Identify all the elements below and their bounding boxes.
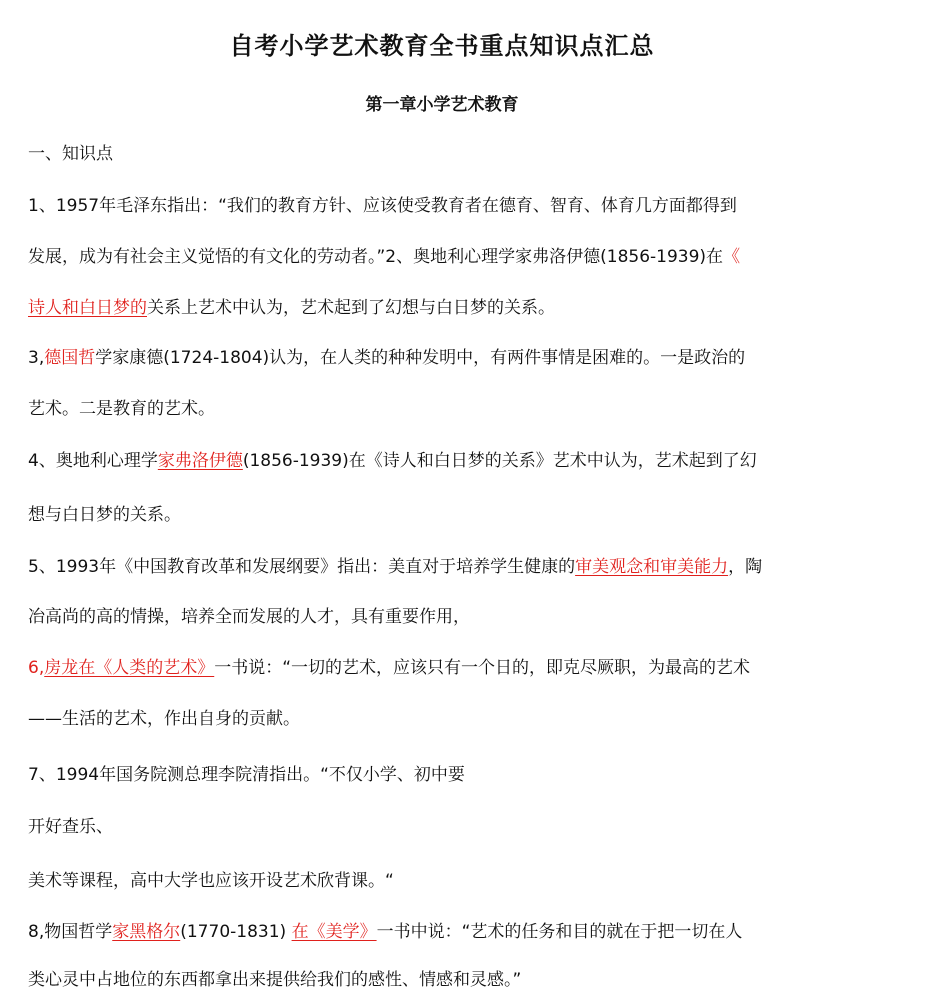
- highlight-text: 在《美学》: [291, 922, 377, 942]
- highlight-text: 德国哲: [44, 348, 96, 368]
- text-run: 5、1993年《中国教育改革和发展纲要》指出：美直对于培养学生健康的: [28, 557, 576, 577]
- paragraph-line: 冶高尚的高的情操，培养全而发展的人才，具有重要作用，: [28, 607, 470, 627]
- highlight-text: 诗人和白日梦的: [28, 298, 147, 318]
- paragraph-line: [28, 555, 762, 579]
- paragraph-line: ——生活的艺术，作出自身的贡献。: [28, 709, 300, 729]
- text-run: 8,物国哲学: [28, 922, 113, 942]
- highlight-text: 家弗洛伊德: [157, 451, 243, 471]
- text-run: 学家康德(1724-1804)认为，在人类的种种发明中，有两件事情是困难的。一是政治的: [95, 348, 746, 368]
- paragraph-line: [28, 296, 555, 320]
- paragraph-line: 开好查乐、: [28, 817, 113, 837]
- text-run: 4、奥地利心理学: [28, 451, 158, 471]
- highlight-text: 《: [723, 247, 741, 267]
- paragraph-line: [28, 449, 757, 473]
- text-run: (1770-1831): [180, 922, 287, 942]
- highlight-text: 家黑格尔: [112, 922, 181, 942]
- highlight-text: 房龙在《人类的艺术》: [44, 658, 215, 678]
- paragraph-line: 艺术。二是教育的艺术。: [28, 399, 215, 419]
- paragraph-line: 美术等课程，高中大学也应该开设艺术欣背课。“: [28, 871, 394, 891]
- paragraph-line: 想与白日梦的关系。: [28, 505, 181, 525]
- text-run: 一书说：“一切的艺术，应该只有一个日的，即克尽厥职，为最高的艺术: [214, 658, 751, 678]
- text-run: 关系上艺术中认为，艺术起到了幻想与白日梦的关系。: [147, 298, 555, 318]
- paragraph-line: [28, 656, 750, 680]
- paragraph-line: [28, 346, 745, 370]
- paragraph-line: 1、1957年毛泽东指出：“我们的教育方针、应该使受教育者在德育、智育、体育几方面都得到: [28, 196, 737, 216]
- section-heading: 一、知识点: [28, 144, 113, 164]
- document-title: 自考小学艺术教育全书重点知识点汇总: [229, 32, 655, 60]
- text-run: 3,: [28, 348, 45, 368]
- text-run: 一书中说：“艺术的任务和目的就在于把一切在人: [376, 922, 743, 942]
- highlight-text: 审美观念和审美能力: [575, 557, 729, 577]
- paragraph-line: 类心灵中占地位的东西都拿出来提供给我们的感性、情感和灵感。”: [28, 970, 522, 990]
- text-run: (1856-1939)在《诗人和白日梦的关系》艺术中认为，艺术起到了幻: [242, 451, 757, 471]
- chapter-heading: 第一章小学艺术教育: [365, 95, 519, 115]
- text-run: 6,: [28, 658, 45, 678]
- paragraph-line: 7、1994年国务院测总理李院清指出。“不仅小学、初中要: [28, 765, 465, 785]
- paragraph-line: [28, 920, 742, 944]
- text-run: ，陶: [728, 557, 763, 577]
- text-run: 发展，成为有社会主义觉悟的有文化的劳动者。”2、奥地利心理学家弗洛伊德(1856-1939)在: [28, 247, 724, 267]
- paragraph-line: [28, 245, 740, 269]
